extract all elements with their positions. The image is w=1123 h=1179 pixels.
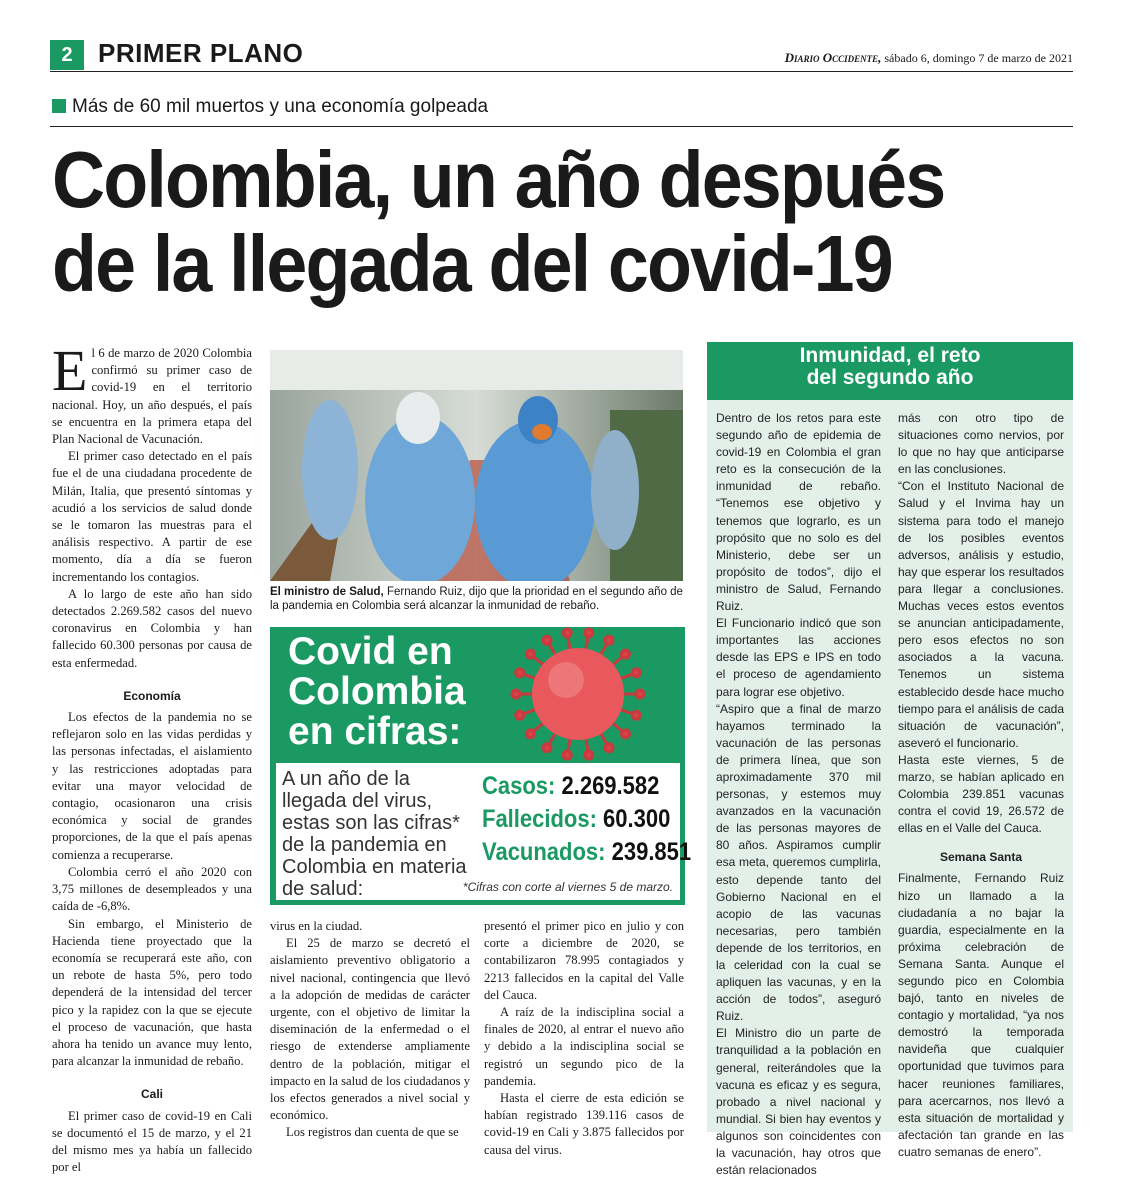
section-title: PRIMER PLANO bbox=[98, 38, 304, 68]
cifras-title-3: en cifras: bbox=[288, 710, 462, 753]
issue-date: sábado 6, domingo 7 de marzo de 2021 bbox=[884, 51, 1073, 65]
column-3 bbox=[484, 918, 684, 1159]
stat-fallecidos bbox=[482, 805, 670, 833]
col1-paragraph-7: El primer caso de covid-19 en Cali se documentó el 15 de marzo, y el 21 del mismo mes ya había un fallecido por el bbox=[52, 1108, 252, 1175]
news-photo bbox=[270, 350, 683, 581]
col1-paragraph-2: El primer caso detectado en el país fue el de una ciudadana procedente de Milán, Italia, que presentó síntomas y acudió a los servicios de salud donde se le tomaron las muestras para el análisis respectivo. A partir de ese momento, día a día se fueron incrementando los contagios. bbox=[52, 449, 252, 584]
sidebar-left-p3: “Aspiro que a final de marzo hayamos terminado la vacunación de las personas de primera línea, que son aproximadamente 370 mil personas, y estemos muy avanzados en la vacunación de las personas mayores de 80 años. Aspiramos cumplir esa meta, queremos cumplirla, esto depende tanto del Gobierno Nacional en el acopio de las vacunas necesarias, pero también depende de los territorios, en la celeridad con la cual se apliquen las vacunas, y en la acción de todos”, aseguró Ruiz. bbox=[716, 701, 881, 1024]
kicker-text: Más de 60 mil muertos y una economía golpeada bbox=[72, 96, 489, 117]
headline bbox=[52, 135, 1000, 308]
col1-paragraph-6: Sin embargo, el Ministerio de Hacienda tiene proyectado que la economía se recuperará este año, con un rebote de hasta 5%, pero todo dependerá de la intensidad del tercer pico y la rapidez con la que se ejecute el proceso de vacunación, que hasta ahora ha tenido un avance muy lento, para alcanzar la inmunidad de rebaño. bbox=[52, 916, 252, 1069]
col2-paragraph-3: Los registros dan cuenta de que se bbox=[286, 1125, 459, 1140]
cifras-title bbox=[288, 632, 466, 752]
cifras-title-2: Colombia bbox=[288, 670, 466, 713]
sidebar-title-2: del segundo año bbox=[806, 366, 974, 389]
hospital-corridor-photo bbox=[270, 350, 683, 581]
headline-line-1: Colombia, un año después bbox=[52, 135, 945, 224]
dropcap: E bbox=[52, 338, 88, 403]
col1-paragraph-5: Colombia cerró el año 2020 con 3,75 millones de desempleados y una caída de -6,8%. bbox=[52, 864, 252, 914]
kicker-square-icon bbox=[52, 99, 66, 113]
cifras-intro: A un año de la llegada del virus, estas son las cifras* de la pandemia en Colombia en materia de salud: bbox=[282, 768, 467, 900]
header-rule bbox=[50, 71, 1073, 72]
col1-paragraph-3: A lo largo de este año han sido detectados 2.269.582 casos del nuevo coronavirus en Colombia y han fallecido 60.300 personas por causa de esta enfermedad. bbox=[52, 586, 252, 670]
stat-vacunados bbox=[482, 838, 691, 866]
col1-paragraph-1: l 6 de marzo de 2020 Colombia confirmó su primer caso de covid-19 en el territorio nacional. Hoy, un año después, el país se encuentra en la primera etapa del Plan Nacional de Vacunación. bbox=[52, 346, 252, 447]
subhead-semana-santa: Semana Santa bbox=[939, 850, 1023, 865]
page-number: 2 bbox=[50, 40, 84, 70]
cifras-title-1: Covid en bbox=[288, 630, 453, 673]
cifras-note: *Cifras con corte al viernes 5 de marzo. bbox=[462, 880, 673, 894]
stat-casos-label: Casos: bbox=[482, 772, 556, 800]
sidebar-left-p4: El Ministro dio un parte de tranquilidad a la población en general, reiterándoles que la vacuna es eficaz y es segura, probado a nivel nacional y mundial. Si bien hay eventos y algunos son coincidentes con la vacunación, hay otros que están relacionados bbox=[716, 1026, 881, 1178]
dateline bbox=[785, 50, 1073, 66]
subhead-cali: Cali bbox=[140, 1087, 163, 1102]
col2-paragraph-1: virus en la ciudad. bbox=[270, 919, 363, 933]
sidebar-right-p1: más con otro tipo de situaciones como nervios, por lo que no hay que anticiparse en las conclusiones. bbox=[898, 411, 1064, 477]
col3-paragraph-3: Hasta el cierre de esta edición se habían registrado 139.116 casos de covid-19 en Cali y 3.875 fallecidos por causa del virus. bbox=[484, 1091, 684, 1157]
sidebar-right-p3: Hasta este viernes, 5 de marzo, se habían aplicado en Colombia 239.851 vacunas contra el covid 19, 26.572 de ellas en el Valle del Cauca. bbox=[898, 752, 1064, 836]
virus-icon bbox=[508, 622, 648, 762]
column-1 bbox=[52, 338, 252, 1176]
caption-text: Fernando Ruiz, dijo que la prioridad en el segundo año de la pandemia en Colombia será alcanzar la inmunidad de rebaño. bbox=[270, 586, 683, 612]
sidebar-right-p2: “Con el Instituto Nacional de Salud y el Invima hay un sistema para todo el manejo de los posibles eventos adversos, análisis y estudio, hay que esperar los resultados para llegar a conclusiones. Muchas veces estos eventos se anuncian anticipadamente, pero esos efectos no son asociados a la vacuna. Tenemos un sistema establecido desde hace mucho tiempo para el análisis de cada situación de vacunación”, aseveró el funcionario. bbox=[898, 479, 1064, 750]
col2-paragraph-2: El 25 de marzo se decretó el aislamiento preventivo obligatorio a nivel nacional, contingencia que llevó a la adopción de medidas de carácter urgente, con el objetivo de limitar la diseminación de la enfermedad o el riesgo de extenderse ampliamente dentro de la población, mitigar el impacto en la salud de los ciudadanos y los efectos generados a nivel social y económico. bbox=[270, 936, 470, 1123]
col3-paragraph-1: presentó el primer pico en julio y con corte a diciembre de 2020, se contabilizaron 78.995 contagiados y 2213 fallecidos en la capital del Valle del Cauca. bbox=[484, 919, 684, 1002]
sidebar-title-1: Inmunidad, el reto bbox=[799, 344, 981, 367]
stat-casos bbox=[482, 772, 659, 800]
stat-casos-value: 2.269.582 bbox=[561, 772, 660, 800]
subhead-economia: Economía bbox=[123, 688, 181, 703]
paper-name: Diario Occidente, bbox=[784, 50, 882, 65]
caption-bold: El ministro de Salud, bbox=[270, 586, 384, 598]
kicker bbox=[52, 96, 488, 118]
sidebar-title bbox=[707, 342, 1073, 400]
sidebar-left-p2: El Funcionario indicó que son importantes las acciones desde las EPS e IPS en todo el proceso de agendamiento para lograr ese objetivo. bbox=[716, 616, 881, 699]
kicker-rule bbox=[50, 126, 1073, 127]
stat-vacunados-value: 239.851 bbox=[611, 838, 692, 866]
sidebar-left-p1: Dentro de los retos para este segundo año de epidemia de covid-19 en Colombia el gran reto es la consecución de la inmunidad de rebaño. “Tenemos ese objetivo y tenemos que lograrlo, es un propósito que no solo es del Ministerio, debe ser un propósito de todos”, dijo el ministro de Salud, Fernando Ruiz. bbox=[716, 411, 881, 614]
stat-fallecidos-label: Fallecidos: bbox=[482, 805, 597, 833]
stat-fallecidos-value: 60.300 bbox=[603, 805, 671, 833]
column-2 bbox=[270, 918, 470, 1142]
col1-paragraph-4: Los efectos de la pandemia no se reflejaron solo en las vidas perdidas y las personas infectadas, el aislamiento y las restricciones adoptadas para evitar una mayor velocidad de contagio, ocasionaron una crisis económica y social de grandes proporciones, de la que el país apenas comienza a recuperarse. bbox=[52, 710, 252, 862]
sidebar-column-right bbox=[898, 410, 1064, 1161]
photo-caption bbox=[270, 585, 683, 613]
sidebar-right-p4: Finalmente, Fernando Ruiz hizo un llamado a la ciudadanía a no bajar la guardia, especialmente en la próxima celebración de Semana Santa. Aunque el segundo pico en Colombia bajó, tanto en niveles de contagio y mortalidad, “ya nos demostró la temporada navideña que cualquier oportunidad que tuvimos para hacer reuniones familiares, para acercarnos, nos llevó a esta situación de mortalidad y afectación tan grande en las cuatro semanas de enero”. bbox=[898, 871, 1064, 1159]
col3-paragraph-2: A raíz de la indisciplina social a finales de 2020, al entrar el nuevo año y debido a la indisciplina social se registró un segundo pico de la pandemia. bbox=[484, 1005, 684, 1088]
sidebar-column-left bbox=[716, 410, 881, 1179]
stat-vacunados-label: Vacunados: bbox=[482, 838, 606, 866]
headline-line-2: de la llegada del covid-19 bbox=[52, 219, 892, 308]
